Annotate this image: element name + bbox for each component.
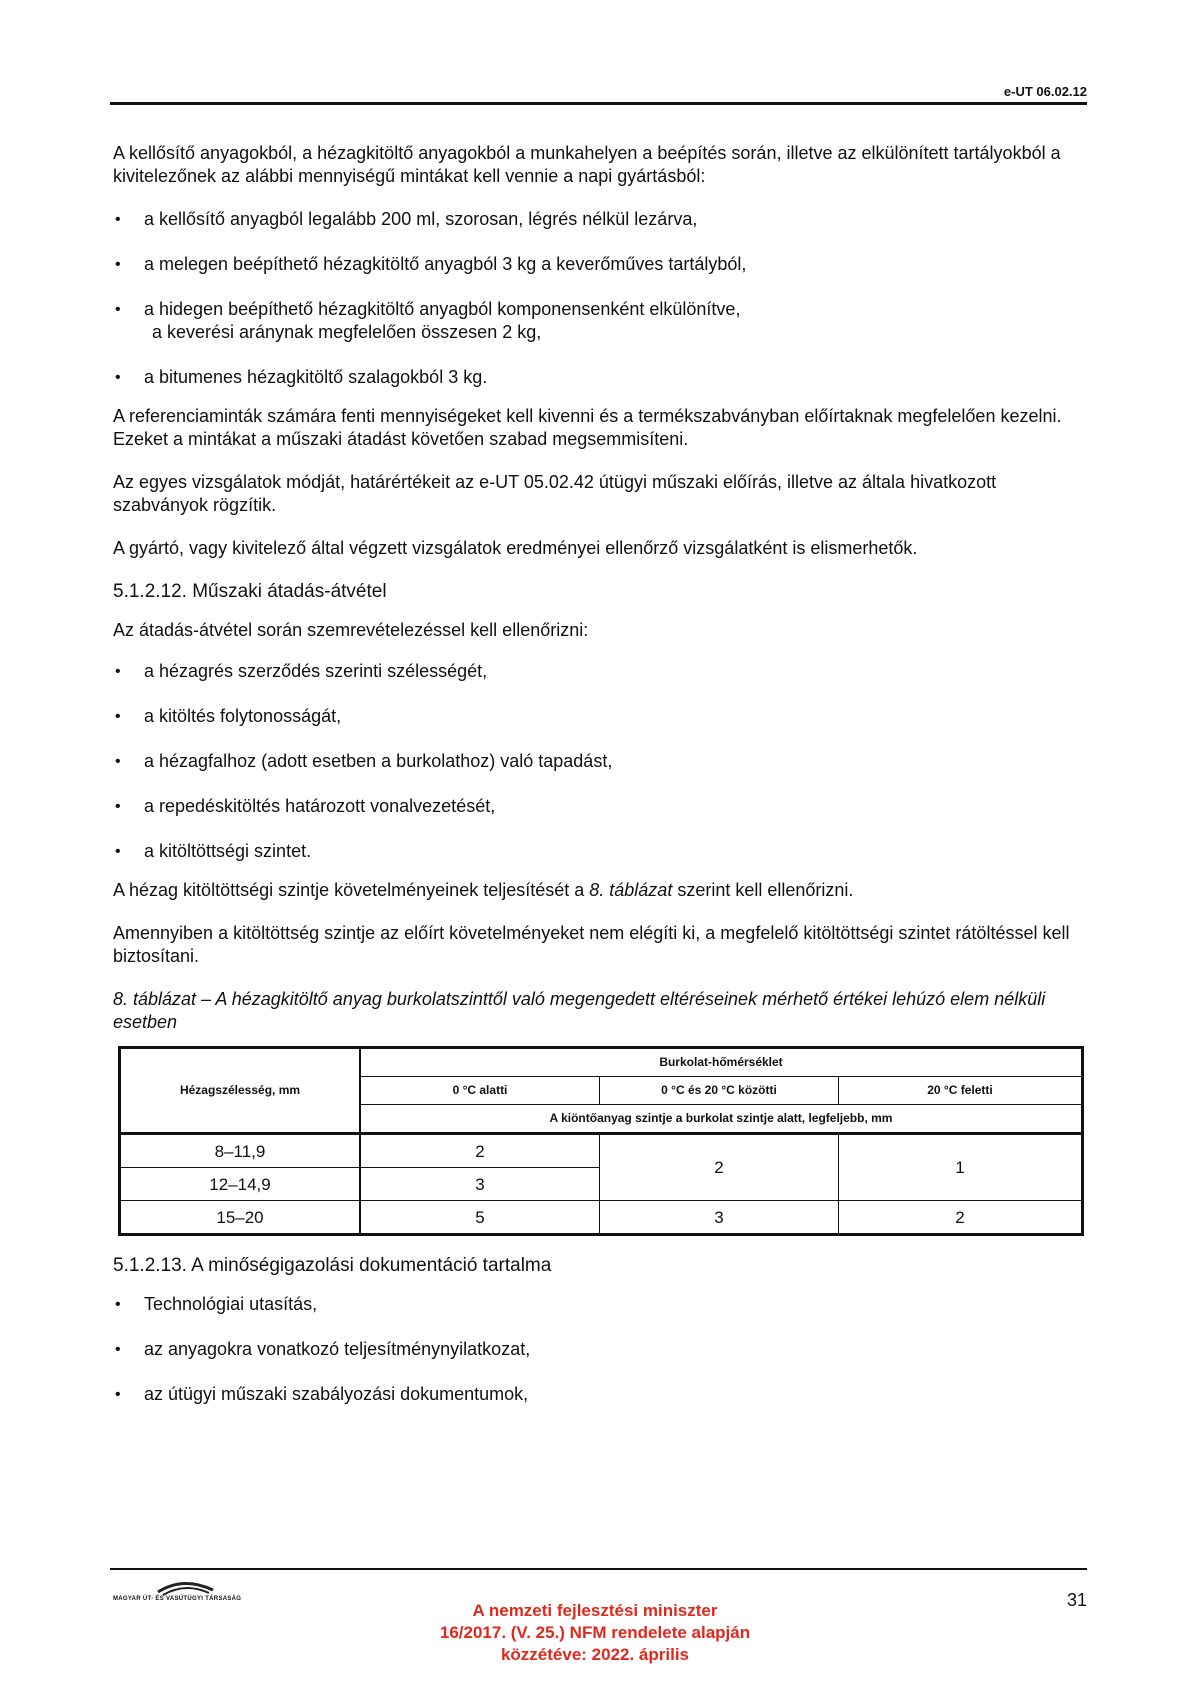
sample-list bbox=[113, 208, 1087, 389]
header-divider bbox=[110, 102, 1087, 105]
organization-logo-icon bbox=[113, 1578, 263, 1608]
footer-divider bbox=[110, 1568, 1087, 1570]
table-reference: 8. táblázat bbox=[589, 880, 673, 900]
tolerance-table bbox=[118, 1046, 1084, 1236]
handover-intro: Az átadás-átvétel során szemrevételezéssel kell ellenőrizni: bbox=[113, 620, 589, 640]
table-row bbox=[120, 1201, 1083, 1235]
page-number: 31 bbox=[1066, 1590, 1087, 1610]
table-row bbox=[120, 1134, 1083, 1168]
table-cell: 2 bbox=[360, 1134, 600, 1168]
sampling-intro: A kellősítő anyagokból, a hézagkitöltő anyagokból a munkahelyen a beépítés során, illetve az elkülönített tartályokból a kivitelezőnek az alábbi mennyiségű mintákat kell vennie a napi gyártásból: bbox=[113, 143, 1061, 186]
column-header-temperature: Burkolat-hőmérséklet bbox=[360, 1048, 1083, 1077]
table-cell: 5 bbox=[360, 1201, 600, 1235]
list-item: • a hézagrés szerződés szerinti szélességét, bbox=[113, 660, 1087, 683]
tests-paragraph: Az egyes vizsgálatok módját, határértékeit az e-UT 05.02.42 útügyi műszaki előírás, illetve az általa hivatkozott szabványok rögzítik. bbox=[113, 472, 997, 515]
list-item: • a hidegen beépíthető hézagkitöltő anyagból komponensenként elkülönítve, a keverési aránynak megfelelően összesen 2 kg, bbox=[113, 298, 1087, 344]
table-cell: 3 bbox=[600, 1201, 839, 1235]
logo-text: MAGYAR ÚT- ÉS VASÚTÜGYI TÁRSASÁG bbox=[113, 1596, 242, 1602]
temp-header: 0 °C alatti bbox=[360, 1077, 600, 1105]
handover-check-list bbox=[113, 660, 1087, 863]
list-item: • a repedéskitöltés határozott vonalvezetését, bbox=[113, 795, 1087, 818]
list-item: • a kitöltés folytonosságát, bbox=[113, 705, 1087, 728]
reference-samples-paragraph: A referenciaminták számára fenti mennyiségeket kell kivenni és a termékszabványban előírtaknak megfelelően kezelni. Ezeket a mintákat a műszaki átadást követően szabad megsemmisíteni. bbox=[113, 406, 1062, 449]
fill-level-check-paragraph: A hézag kitöltöttségi szintje követelményeinek teljesítését a 8. táblázat szerint kell ellenőrizni. bbox=[113, 880, 854, 900]
table-cell: 2 bbox=[600, 1134, 839, 1201]
table-cell: 2 bbox=[839, 1201, 1083, 1235]
list-item: • az anyagokra vonatkozó teljesítménynyilatkozat, bbox=[113, 1338, 1087, 1361]
table-cell: 12–14,9 bbox=[120, 1168, 361, 1201]
list-item: • a kellősítő anyagból legalább 200 ml, szorosan, légrés nélkül lezárva, bbox=[113, 208, 1087, 231]
column-header-width: Hézagszélesség, mm bbox=[120, 1048, 361, 1134]
list-item: • a bitumenes hézagkitöltő szalagokból 3 kg. bbox=[113, 366, 1087, 389]
manufacturer-tests-paragraph: A gyártó, vagy kivitelező által végzett vizsgálatok eredményei ellenőrző vizsgálatként is elismerhetők. bbox=[113, 538, 918, 558]
temp-header: 20 °C feletti bbox=[839, 1077, 1083, 1105]
list-item: • az útügyi műszaki szabályozási dokumentumok, bbox=[113, 1383, 1087, 1406]
temp-header: 0 °C és 20 °C közötti bbox=[600, 1077, 839, 1105]
table-cell: 8–11,9 bbox=[120, 1134, 361, 1168]
refill-paragraph: Amennyiben a kitöltöttség szintje az előírt követelményeket nem elégíti ki, a megfelelő kitöltöttségi szintet rátöltéssel kell biztosítani. bbox=[113, 923, 1070, 966]
list-item: • a kitöltöttségi szintet. bbox=[113, 840, 1087, 863]
page-content bbox=[113, 142, 1087, 1428]
publication-notice: A nemzeti fejlesztési miniszter 16/2017. (V. 25.) NFM rendelete alapján közzétéve: 2022. április bbox=[439, 1601, 751, 1664]
section-heading-handover: 5.1.2.12. Műszaki átadás-átvétel bbox=[113, 581, 387, 602]
level-subheader: A kiöntőanyag szintje a burkolat szintje alatt, legfeljebb, mm bbox=[360, 1105, 1083, 1134]
list-item: • a melegen beépíthető hézagkitöltő anyagból 3 kg a keverőműves tartályból, bbox=[113, 253, 1087, 276]
table-cell: 3 bbox=[360, 1168, 600, 1201]
table-cell: 15–20 bbox=[120, 1201, 361, 1235]
list-item: • a hézagfalhoz (adott esetben a burkolathoz) való tapadást, bbox=[113, 750, 1087, 773]
section-heading-docs: 5.1.2.13. A minőségigazolási dokumentáció tartalma bbox=[113, 1255, 552, 1276]
document-code: e-UT 06.02.12 bbox=[1003, 84, 1087, 99]
docs-list bbox=[113, 1293, 1087, 1406]
table-cell: 1 bbox=[839, 1134, 1083, 1201]
table-caption: 8. táblázat – A hézagkitöltő anyag burkolatszinttől való megengedett eltéréseinek mérhető értékei lehúzó elem nélküli esetben bbox=[113, 989, 1046, 1032]
list-item: • Technológiai utasítás, bbox=[113, 1293, 1087, 1316]
